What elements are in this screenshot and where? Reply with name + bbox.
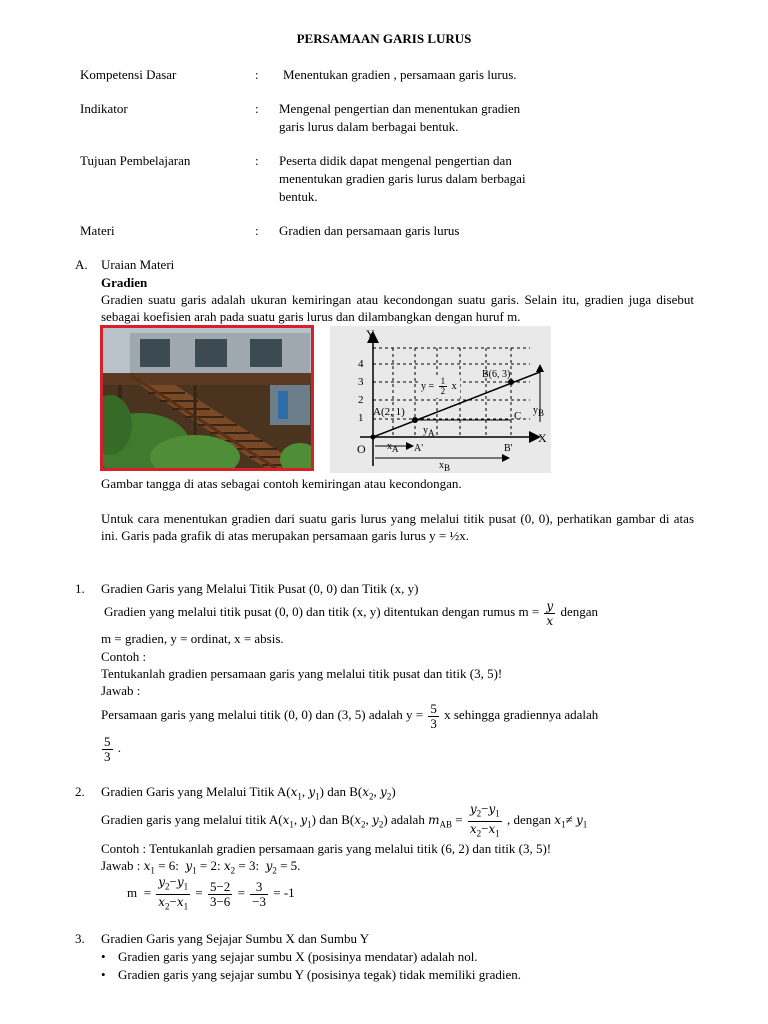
stairs-photo <box>100 325 314 471</box>
item2-contoh: Contoh : Tentukanlah gradien persamaan garis yang melalui titik (6, 2) dan titik (3, 5)! <box>101 841 552 856</box>
kd-value: Menentukan gradien , persamaan garis lurus. <box>283 67 517 82</box>
gradient-graph <box>330 326 551 473</box>
point-a <box>412 417 418 423</box>
gradien-definition: Gradien suatu garis adalah ukuran kemiringan atau kecondongan suatu garis. Selain itu, gradien juga disebut sebagai koefisien arah pada suatu garis lurus dan dilambangkan dengan huruf m. <box>101 292 694 324</box>
tick-y-1: 1 <box>358 412 364 424</box>
item1-jawab: Persamaan garis yang melalui titik (0, 0) dan (3, 5) adalah y = $\frac{5}{3}$ x sehingga gradiennya adalah <box>101 700 599 731</box>
kd-label: Kompetensi Dasar <box>80 67 177 82</box>
tujuan-label: Tujuan Pembelajaran <box>80 153 191 168</box>
point-a-label: A(2, 1) <box>373 406 405 418</box>
tujuan-value-line1: Peserta didik dapat mengenal pengertian dan <box>279 153 512 168</box>
axis-x-label: X <box>538 431 547 445</box>
item2-jawab: Jawab : $x_1 = 6$: $y_1 = 2$: $x_2 = 3$: $y_2 = 5$. <box>101 858 301 876</box>
intro-paragraph: Untuk cara menentukan gradien dari suatu garis lurus yang melalui titik pusat (0, 0), perhatikan gambar di atas ini. Garis pada grafik di atas merupakan persamaan garis lurus y = ½x. <box>101 511 694 543</box>
item3-heading: Gradien Garis yang Sejajar Sumbu X dan Sumbu Y <box>101 931 370 946</box>
item1-jawab-label: Jawab : <box>101 683 141 698</box>
indikator-value-line2: garis lurus dalam berbagai bentuk. <box>279 119 459 134</box>
xb-label: $x_B$ <box>439 460 451 473</box>
materi-label: Materi <box>80 223 115 238</box>
item2-rule: Gradien garis yang melalui titik $A(x_1$, $y_1$) dan $B(x_2$, $y_2$) adalah $m_{AB}$ = $\frac{y_2-y_1}{x_2-x_1}$ , dengan $x_1\ne y_1$ <box>101 801 588 839</box>
item2-number: 2. <box>75 784 85 799</box>
item1-rule: Gradien yang melalui titik pusat (0, 0) dan titik (x, y) ditentukan dengan rumus m = $\frac{y}{x}$ dengan <box>104 598 598 628</box>
ya-label: $y_A$ <box>423 425 435 438</box>
item1-rule-line2: m = gradien, y = ordinat, x = absis. <box>101 631 284 646</box>
item1-number: 1. <box>75 581 85 596</box>
item1-result: $\frac{5}{3}$ . <box>104 733 121 764</box>
line-equation: y = $\frac{1}{2}$ x <box>421 376 457 396</box>
b-prime-label: B' <box>504 443 513 454</box>
subheading-gradien: Gradien <box>101 275 148 290</box>
yb-label: $y_B$ <box>533 405 545 418</box>
tick-y-2: 2 <box>358 394 364 406</box>
materi-value: Gradien dan persamaan garis lurus <box>279 223 460 238</box>
item3-number: 3. <box>75 931 85 946</box>
section-letter: A. <box>75 257 88 272</box>
axis-y-label: Y <box>366 327 375 341</box>
origin-label: O <box>357 442 366 456</box>
indikator-value-line1: Mengenal pengertian dan menentukan gradien <box>279 101 521 116</box>
item3-bullet-2: Gradien garis yang sejajar sumbu Y (posisinya tegak) tidak memiliki gradien. <box>118 967 522 982</box>
tick-y-4: 4 <box>358 358 364 370</box>
a-prime-label: A' <box>414 443 424 454</box>
point-c-label: C <box>514 410 522 422</box>
materi-colon: : <box>255 223 259 238</box>
page-title: PERSAMAAN GARIS LURUS <box>296 31 472 46</box>
item1-contoh: Tentukanlah gradien persamaan garis yang melalui titik pusat dan titik (3, 5)! <box>101 666 503 681</box>
item2-heading: Gradien Garis yang Melalui Titik $A(x_1$, $y_1$) dan $B(x_2$, $y_2$) <box>101 784 396 802</box>
tujuan-colon: : <box>255 153 259 168</box>
point-b-label: B(6, 3) <box>482 369 511 380</box>
tujuan-value-line3: bentuk. <box>279 189 318 204</box>
item1-contoh-label: Contoh : <box>101 649 147 664</box>
indikator-colon: : <box>255 101 259 116</box>
bullet-icon: • <box>101 967 106 982</box>
xa-label: $x_A$ <box>387 441 399 454</box>
origin-point <box>371 435 376 440</box>
tick-y-3: 3 <box>358 376 364 388</box>
item1-heading: Gradien Garis yang Melalui Titik Pusat (0, 0) dan Titik (x, y) <box>101 581 419 596</box>
item2-calculation: m = $\frac{y_2-y_1}{x_2-x_1}$ = $\frac{5-2}{3-6}$ = $\frac{3}{-3}$ = -1 <box>127 874 295 912</box>
indikator-label: Indikator <box>80 101 128 116</box>
image-caption: Gambar tangga di atas sebagai contoh kemiringan atau kecondongan. <box>101 476 462 491</box>
item3-bullet-1: Gradien garis yang sejajar sumbu X (posisinya mendatar) adalah nol. <box>118 949 478 964</box>
kd-colon: : <box>255 67 259 82</box>
bullet-icon: • <box>101 949 106 964</box>
tujuan-value-line2: menentukan gradien garis lurus dalam berbagai <box>279 171 526 186</box>
section-heading: Uraian Materi <box>101 257 175 272</box>
